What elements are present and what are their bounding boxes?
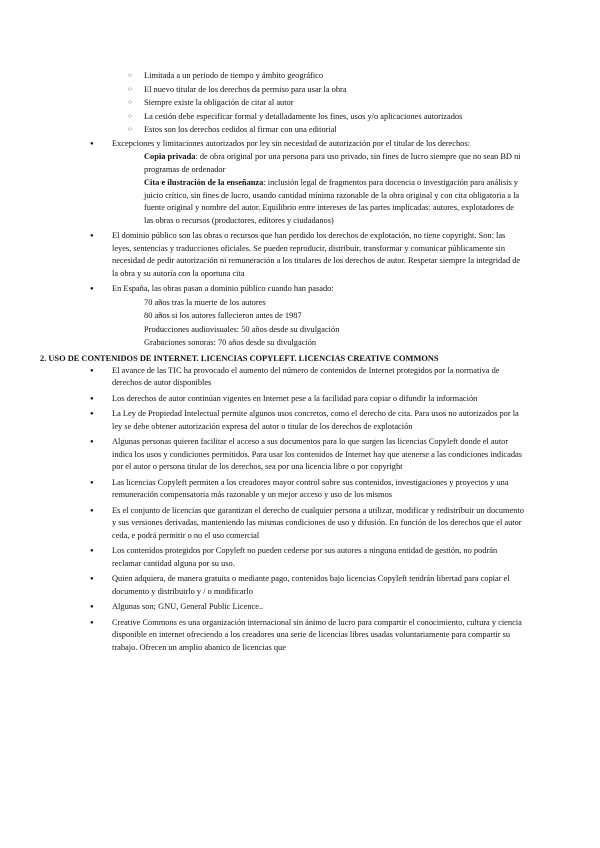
list-item: ○ Siempre existe la obligación de citar al autor [80,97,525,110]
list-item: ● Los derechos de autor continúan vigentes en Internet pese a la facilidad para copiar o difundir la información [80,393,525,406]
list-item: ● Creative Commons es una organización internacional sin ánimo de lucro para compartir el conocimiento, cultura y ciencia disponible en internet ofreciendo a los creadores una serie de licencias libres usadas voluntariamente para compartir su trabajo. Ofrecen un amplio abanico de licencias que [80,617,525,655]
list-item: ○ Limitada a un periodo de tiempo y ámbito geográfico [80,70,525,83]
list-item: ○ 70 años tras la muerte de los autores [112,297,525,310]
list-item: ● Quien adquiera, de manera gratuita o mediante pago, contenidos bajo licencias Copyleft tendrán libertad para copiar el documento y distribuirlo y / o modificarlo [80,573,525,598]
list-item-text: En España, las obras pasan a dominio público cuando han pasado: [112,284,334,293]
list-item: ○ Producciones audiovisuales: 50 años desde su divulgación [112,324,525,337]
list-item: ● Algunas personas quieren facilitar el acceso a sus documentos para lo que surgen las licencias Copyleft donde el autor indica los usos y condiciones permitidos. Para usar los contenidos de Internet hay que atenerse a las condiciones indicadas por el autor o persona titular de los derechos, sea por una licencia libre o por copyright [80,436,525,474]
espana-sublist [112,297,525,350]
excepciones-sublist [112,151,525,227]
list-item: ● La Ley de Propiedad Intelectual permite algunos usos concretos, como el derecho de cita. Para usos no autorizados por la ley se debe obtener autorización expresa del autor o titular de los derechos de explotación [80,408,525,433]
term-label: Cita e ilustración de la enseñanza [144,178,264,187]
list-item-cita [112,177,525,227]
list-item: ○ La cesión debe especificar formal y detalladamente los fines, usos y/o aplicaciones autorizados [80,111,525,124]
opening-sublist [80,70,525,137]
list-item-espana [80,283,525,350]
term-label: Copia privada [144,152,196,161]
list-item: ○ El nuevo titular de los derechos da permiso para usar la obra [80,84,525,97]
list-item: ○ Estos son los derechos cedidos al firmar con una editorial [80,124,525,137]
list-item-copia-privada [112,151,525,176]
main-list [80,138,525,350]
list-item: ○ Grabaciones sonoras: 70 años desde su divulgación [112,337,525,350]
list-item: ● Los contenidos protegidos por Copyleft no pueden cederse por sus autores a ninguna entidad de gestión, no podrán reclamar cantidad alguna por su uso. [80,545,525,570]
list-item: ● Las licencias Copyleft permiten a los creadores mayor control sobre sus contenidos, investigaciones y proyectos y una remuneración compensatoria más razonable y un mejor acceso y uso de los mismos [80,477,525,502]
list-item: ● El avance de las TIC ha provocado el aumento del número de contenidos de Internet protegidos por la normativa de derechos de autor disponibles [80,365,525,390]
section2-list [80,365,525,655]
list-item: ○ 80 años si los autores fallecieron antes de 1987 [112,310,525,323]
list-item-text: Excepciones y limitaciones autorizados por ley sin necesidad de autorización por el titular de los derechos: [112,138,470,148]
list-item-excepciones [80,138,525,228]
list-item: ● Es el conjunto de licencias que garantizan el derecho de cualquier persona a utilizar, modificar y redistribuir un documento y sus versiones derivadas, manteniendo las mismas condiciones de uso y difusión. En función de los derechos que el autor ceda, e podrá permitir o no el uso comercial [80,505,525,543]
list-item-dominio-publico: ● El dominio público son las obras o recursos que han perdido los derechos de explotación, no tiene copyright. Son: las leyes, sentencias y traducciones oficiales. Se pueden reproducir, distribuir, transformar y comunicar públicamente sin necesidad de pedir autorización ni remuneración a los titulares de los derechos de autor. Respetar siempre la integridad de la obra y su autoría con la oportuna cita [80,230,525,280]
term-description: : de obra original por una persona para uso privado, sin fines de lucro siempre que no sean BD ni programas de ordenador [144,152,521,174]
term-description: : inclusión legal de fragmentos para docencia o investigación para análisis y juicio crítico, sin fines de lucro, usando cantidad mínima razonable de la obra original y con cita obligatoria a la fuente original y nombre del autor. Equilibrio entre intereses de las partes implicadas: autores, explotadores de las obras o recursos (productores, editores y ciudadanos) [144,178,520,225]
list-item: ● Algunas son; GNU, General Public Licence.. [80,601,525,614]
section-heading: 2. USO DE CONTENIDOS DE INTERNET. LICENCIAS COPYLEFT. LICENCIAS CREATIVE COMMONS [40,353,439,363]
document-body [40,70,525,657]
